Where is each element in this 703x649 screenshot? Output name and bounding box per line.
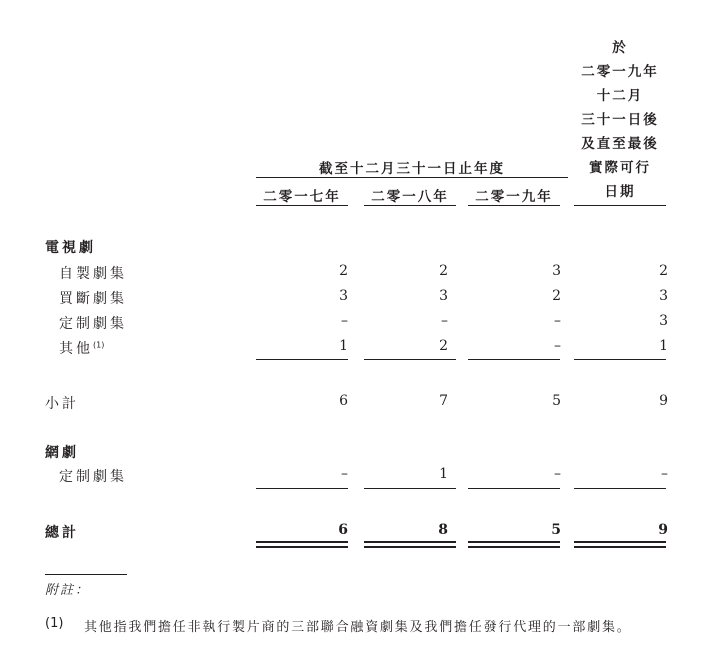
- row-label-tv-others-text: 其他: [59, 341, 93, 357]
- header-after-line: 日期: [604, 184, 636, 200]
- footnote-ref: (1): [93, 340, 105, 350]
- tv-sum-rule-2018: [364, 359, 456, 360]
- col-header-2019: 二零一九年: [475, 189, 553, 205]
- web-sum-rule-after: [574, 488, 666, 489]
- tv-sum-rule-2019: [468, 359, 560, 360]
- notes-heading: 附註：: [45, 583, 91, 598]
- header-after-date: [574, 36, 666, 204]
- header-after-line: 二零一九年: [581, 64, 659, 80]
- header-after-line: 三十一日後: [581, 112, 659, 128]
- row-label-subtotal: 小計: [45, 396, 79, 412]
- cell-tv-purchased-2019: 2: [552, 288, 561, 304]
- cell-tv-customized-2019: –: [554, 313, 561, 329]
- note-marker: (1): [45, 616, 64, 631]
- cell-tv-customized-2017: –: [341, 313, 348, 329]
- row-label-tv-customized: 定制劇集: [59, 316, 127, 332]
- cell-tv-purchased-2017: 3: [339, 288, 348, 304]
- period-header-rule: [256, 177, 568, 178]
- cell-subtotal-2019: 5: [552, 393, 561, 409]
- tv-sum-rule-after: [574, 359, 666, 360]
- web-sum-rule-2018: [364, 488, 456, 489]
- notes-separator: [45, 574, 127, 575]
- cell-web-customized-2018: 1: [439, 466, 448, 482]
- cell-subtotal-after: 9: [659, 393, 668, 409]
- row-label-tv-self-produced: 自製劇集: [59, 266, 127, 282]
- section-title-web: 網劇: [45, 445, 79, 461]
- cell-tv-purchased-2018: 3: [439, 288, 448, 304]
- cell-tv-self-after: 2: [659, 263, 668, 279]
- note-text: 其他指我們擔任非執行製片商的三部聯合融資劇集及我們擔任發行代理的一部劇集。: [84, 620, 632, 635]
- cell-tv-self-2017: 2: [339, 263, 348, 279]
- cell-total-2018: 8: [438, 522, 448, 538]
- row-label-tv-purchased: 買斷劇集: [59, 291, 127, 307]
- total-double-rule-2019: [468, 541, 560, 548]
- cell-web-customized-after: –: [661, 466, 668, 482]
- cell-tv-customized-after: 3: [659, 313, 668, 329]
- cell-tv-others-2019: –: [554, 338, 561, 354]
- col-header-rule-after: [574, 205, 666, 206]
- header-after-line: 於: [612, 40, 628, 56]
- cell-web-customized-2017: –: [341, 466, 348, 482]
- col-header-2018: 二零一八年: [371, 189, 449, 205]
- col-header-2017: 二零一七年: [263, 189, 341, 205]
- section-title-tv: 電視劇: [45, 240, 96, 256]
- row-label-total: 總計: [45, 525, 79, 541]
- cell-tv-others-after: 1: [659, 338, 668, 354]
- cell-web-customized-2019: –: [554, 466, 561, 482]
- total-double-rule-2018: [364, 541, 456, 548]
- cell-tv-purchased-after: 3: [659, 288, 668, 304]
- row-label-web-customized: 定制劇集: [59, 469, 127, 485]
- col-header-rule-2019: [468, 205, 560, 206]
- cell-tv-self-2019: 3: [552, 263, 561, 279]
- header-after-line: 實際可行: [589, 160, 651, 176]
- period-header: 截至十二月三十一日止年度: [319, 161, 505, 177]
- cell-total-2019: 5: [551, 522, 561, 538]
- cell-tv-others-2018: 2: [439, 338, 448, 354]
- col-header-rule-2018: [364, 205, 456, 206]
- header-after-line: 及直至最後: [581, 136, 659, 152]
- total-double-rule-after: [574, 541, 666, 548]
- header-after-line: 十二月: [596, 88, 644, 104]
- web-sum-rule-2019: [468, 488, 560, 489]
- col-header-rule-2017: [256, 205, 348, 206]
- total-double-rule-2017: [256, 541, 348, 548]
- tv-sum-rule-2017: [256, 359, 348, 360]
- cell-tv-self-2018: 2: [439, 263, 448, 279]
- cell-total-after: 9: [658, 522, 668, 538]
- cell-subtotal-2017: 6: [339, 393, 348, 409]
- cell-total-2017: 6: [338, 522, 348, 538]
- cell-tv-others-2017: 1: [339, 338, 348, 354]
- cell-subtotal-2018: 7: [439, 393, 448, 409]
- row-label-tv-others: [59, 338, 104, 358]
- cell-tv-customized-2018: –: [441, 313, 448, 329]
- web-sum-rule-2017: [256, 488, 348, 489]
